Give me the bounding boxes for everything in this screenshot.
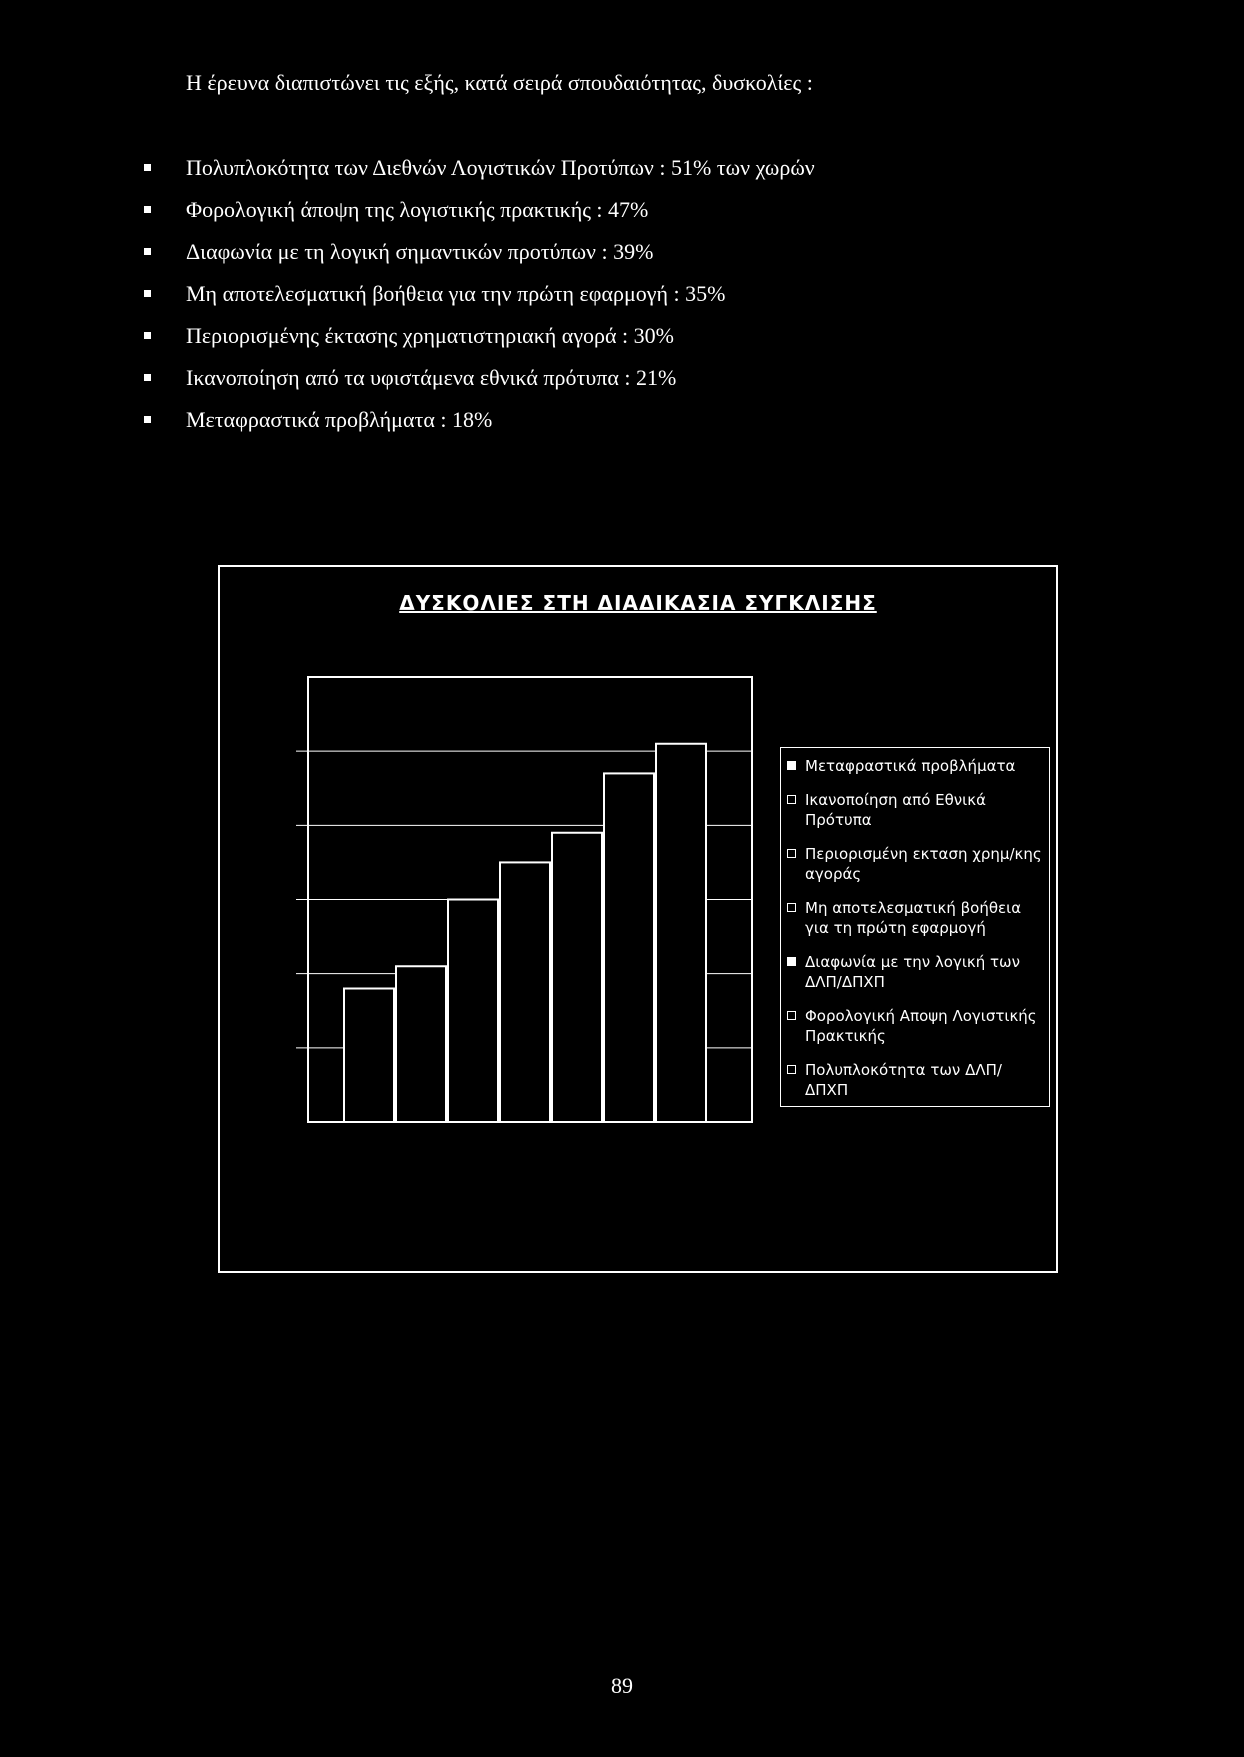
bullet-icon xyxy=(144,248,151,255)
intro-text: Η έρευνα διαπιστώνει τις εξής, κατά σειρά σπουδαιότητας, δυσκολίες : xyxy=(186,70,813,95)
bar xyxy=(396,966,446,1122)
bullet-icon xyxy=(144,416,151,423)
legend-label: Διαφωνία με την λογική των ΔΛΠ/ΔΠΧΠ xyxy=(805,953,1020,991)
list-item xyxy=(140,407,815,449)
list-item xyxy=(140,155,815,197)
bullet-icon xyxy=(144,290,151,297)
legend-label: Περιορισμένη εκταση χρημ/κης αγοράς xyxy=(805,845,1042,883)
legend-label: Μη αποτελεσματική βοήθεια για τη πρώτη εφαρμογή xyxy=(805,899,1022,937)
legend-item xyxy=(787,790,1043,830)
list-item-text: Ικανοποίηση από τα υφιστάμενα εθνικά πρότυπα : 21% xyxy=(186,365,677,390)
legend-swatch-icon xyxy=(787,1011,796,1020)
bar xyxy=(552,833,602,1122)
list-item-text: Πολυπλοκότητα των Διεθνών Λογιστικών Προτύπων : 51% των χωρών xyxy=(186,155,815,180)
legend-item xyxy=(787,844,1043,884)
chart-frame xyxy=(218,565,1058,1273)
bar xyxy=(344,989,394,1123)
bullet-icon xyxy=(144,332,151,339)
legend-swatch-icon xyxy=(787,957,796,966)
bullet-icon xyxy=(144,374,151,381)
legend-swatch-icon xyxy=(787,1065,796,1074)
page-number: 89 xyxy=(611,1673,633,1698)
list-item-text: Φορολογική άποψη της λογιστικής πρακτικής : 47% xyxy=(186,197,649,222)
bullet-icon xyxy=(144,206,151,213)
list-item xyxy=(140,239,815,281)
legend-swatch-icon xyxy=(787,903,796,912)
list-item-text: Μεταφραστικά προβλήματα : 18% xyxy=(186,407,493,432)
bar xyxy=(500,862,550,1122)
bar xyxy=(604,773,654,1122)
difficulties-list xyxy=(140,155,815,449)
legend-item xyxy=(787,1060,1043,1100)
chart-legend xyxy=(780,747,1050,1107)
legend-label: Φορολογική Αποψη Λογιστικής Πρακτικής xyxy=(805,1007,1037,1045)
chart-title: ΔΥΣΚΟΛΙΕΣ ΣΤΗ ΔΙΑΔΙΚΑΣΙΑ ΣΥΓΚΛΙΣΗΣ xyxy=(399,591,877,615)
legend-swatch-icon xyxy=(787,795,796,804)
list-item xyxy=(140,281,815,323)
list-item-text: Διαφωνία με τη λογική σημαντικών προτύπων : 39% xyxy=(186,239,654,264)
bar xyxy=(656,744,706,1122)
list-item-text: Μη αποτελεσματική βοήθεια για την πρώτη εφαρμογή : 35% xyxy=(186,281,726,306)
legend-label: Ικανοποίηση από Εθνικά Πρότυπα xyxy=(805,791,986,829)
legend-item xyxy=(787,1006,1043,1046)
legend-item xyxy=(787,898,1043,938)
bullet-icon xyxy=(144,164,151,171)
legend-item xyxy=(787,756,1043,776)
list-item xyxy=(140,365,815,407)
list-item-text: Περιορισμένης έκτασης χρηματιστηριακή αγορά : 30% xyxy=(186,323,674,348)
legend-swatch-icon xyxy=(787,849,796,858)
legend-label: Πολυπλοκότητα των ΔΛΠ/ΔΠΧΠ xyxy=(805,1061,1002,1099)
bar-chart xyxy=(280,667,760,1127)
bar xyxy=(448,900,498,1123)
legend-item xyxy=(787,952,1043,992)
list-item xyxy=(140,197,815,239)
legend-swatch-icon xyxy=(787,761,796,770)
list-item xyxy=(140,323,815,365)
legend-label: Μεταφραστικά προβλήματα xyxy=(805,757,1016,775)
